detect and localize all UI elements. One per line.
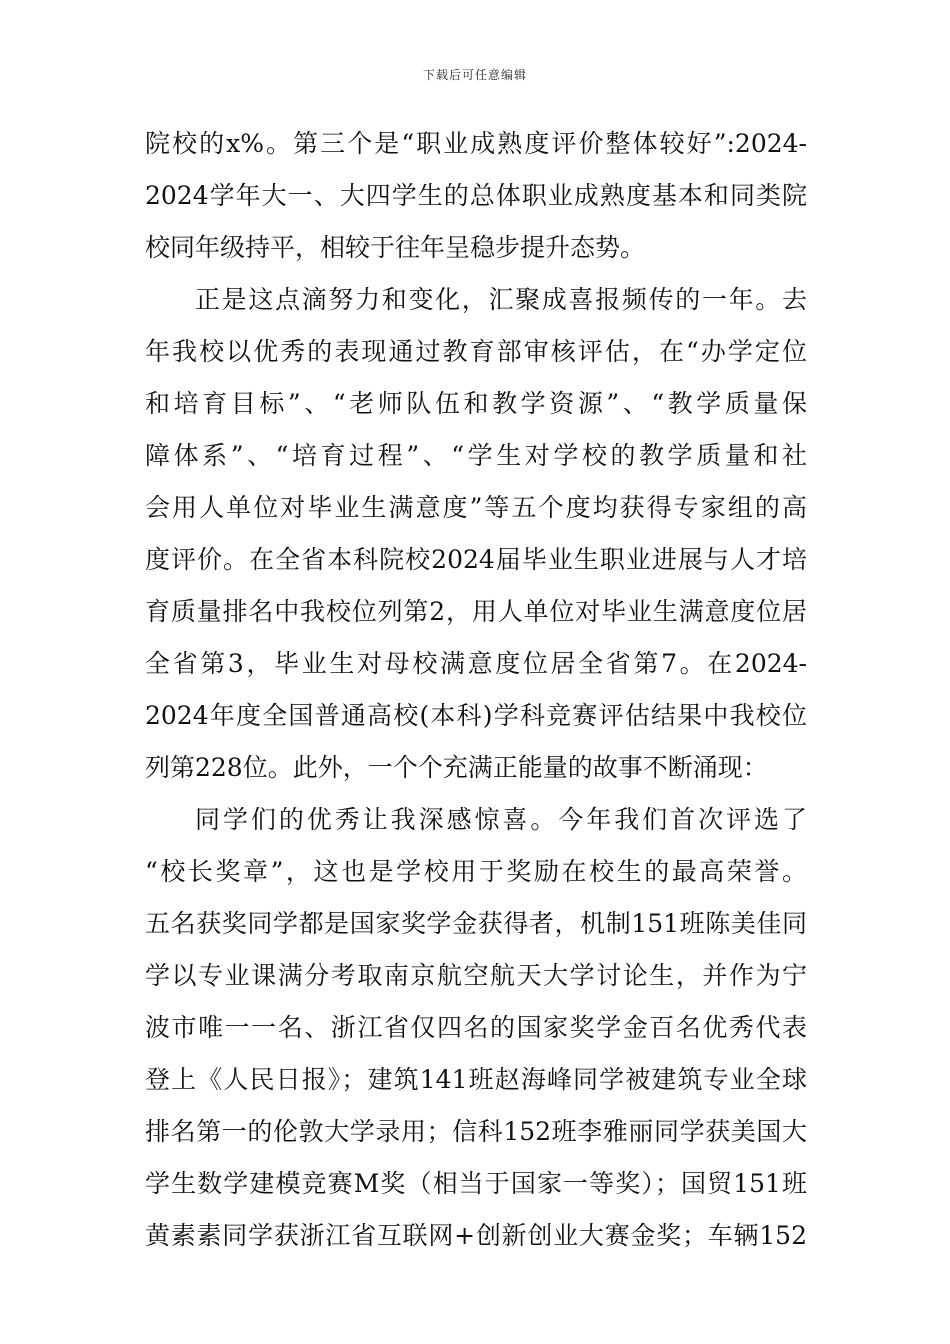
text-line: 2024学年大一、大四学生的总体职业成熟度基本和同类院 bbox=[145, 181, 807, 210]
text-line: 度评价。在全省本科院校2024届毕业生职业进展与人才培 bbox=[145, 545, 807, 574]
text-line: 学生数学建模竞赛M奖（相当于国家一等奖）；国贸151班 bbox=[145, 1169, 807, 1198]
text-line: 2024年度全国普通高校(本科)学科竞赛评估结果中我校位 bbox=[145, 701, 807, 730]
text-line: “校长奖章”，这也是学校用于奖励在校生的最高荣誉。 bbox=[145, 857, 807, 886]
text-line: 黄素素同学获浙江省互联网+创新创业大赛金奖；车辆152 bbox=[145, 1221, 807, 1250]
text-line: 波市唯一一名、浙江省仅四名的国家奖学金百名优秀代表 bbox=[145, 1013, 807, 1042]
text-line: 全省第3，毕业生对母校满意度位居全省第7。在2024- bbox=[145, 649, 807, 678]
text-line: 同学们的优秀让我深感惊喜。今年我们首次评选了 bbox=[195, 805, 807, 834]
text-line: 排名第一的伦敦大学录用；信科152班李雅丽同学获美国大 bbox=[145, 1117, 807, 1146]
text-line: 登上《人民日报》；建筑141班赵海峰同学被建筑专业全球 bbox=[145, 1065, 807, 1094]
text-line: 年我校以优秀的表现通过教育部审核评估，在“办学定位 bbox=[145, 337, 807, 366]
text-line: 院校的x%。第三个是“职业成熟度评价整体较好”:2024- bbox=[145, 129, 807, 158]
document-body bbox=[145, 118, 807, 1262]
text-line: 五名获奖同学都是国家奖学金获得者，机制151班陈美佳同 bbox=[145, 909, 807, 938]
text-line: 学以专业课满分考取南京航空航天大学讨论生，并作为宁 bbox=[145, 961, 807, 990]
text-line: 育质量排名中我校位列第2，用人单位对毕业生满意度位居 bbox=[145, 597, 807, 626]
page-header: 下载后可任意编辑 bbox=[422, 68, 527, 82]
text-line: 障体系”、“培育过程”、“学生对学校的教学质量和社 bbox=[145, 441, 807, 470]
text-line: 正是这点滴努力和变化，汇聚成喜报频传的一年。去 bbox=[195, 285, 807, 314]
text-line: 校同年级持平，相较于往年呈稳步提升态势。 bbox=[145, 233, 646, 262]
text-line: 会用人单位对毕业生满意度”等五个度均获得专家组的高 bbox=[145, 493, 807, 522]
text-line: 列第228位。此外，一个个充满正能量的故事不断涌现： bbox=[145, 753, 768, 782]
text-line: 和培育目标”、“老师队伍和教学资源”、“教学质量保 bbox=[145, 389, 807, 418]
